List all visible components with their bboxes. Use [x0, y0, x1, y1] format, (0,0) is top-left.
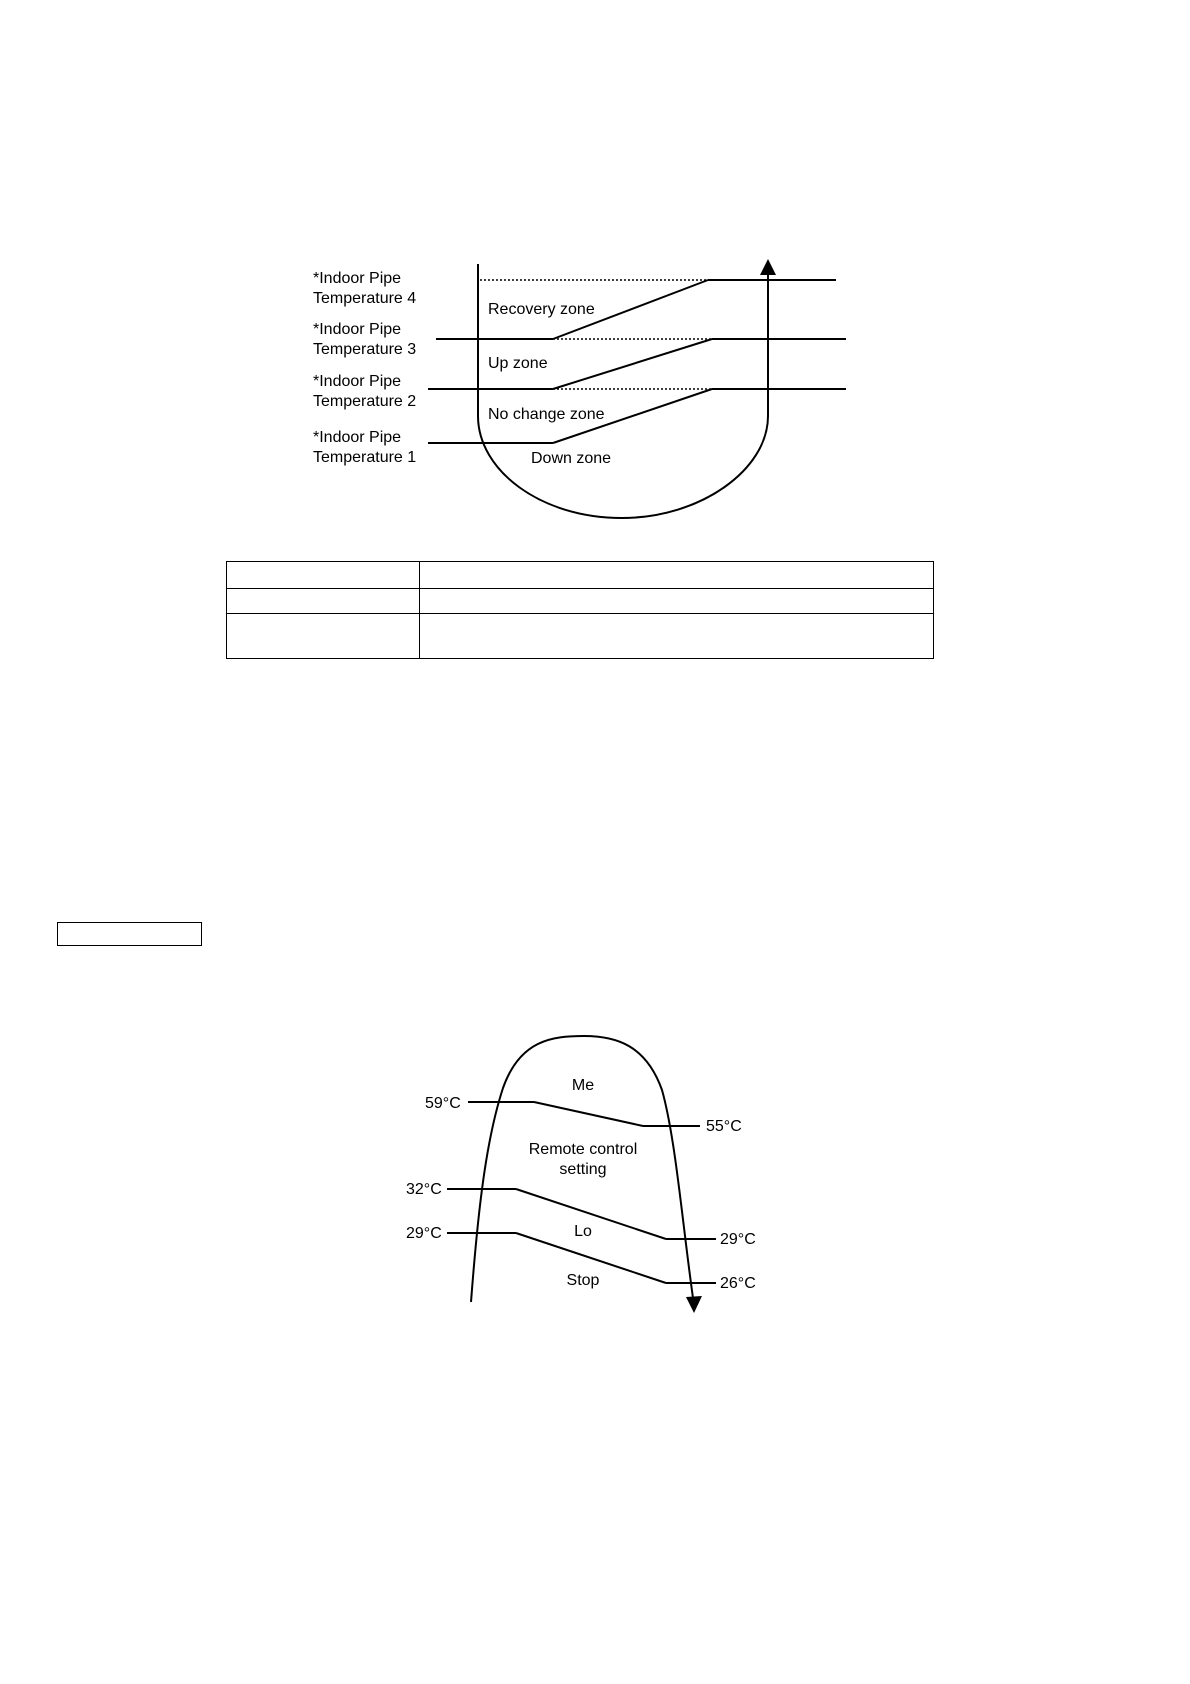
fan-curve: [471, 1036, 694, 1305]
label-temp3-line1: *Indoor Pipe: [313, 321, 402, 338]
section-heading-box: [57, 922, 202, 946]
zone-me-label: Me: [571, 1077, 595, 1094]
zone-lo-label: Lo: [574, 1223, 592, 1240]
table-cell: [227, 614, 420, 659]
label-temp4-line2: Temperature 4: [313, 290, 417, 307]
line-29-slope: [516, 1233, 666, 1283]
up-slope: [553, 339, 712, 389]
label-temp2-line2: Temperature 2: [313, 393, 417, 410]
pipe-temperature-diagram: [0, 0, 1190, 560]
table-row: [227, 562, 934, 589]
label-temp1-line1: *Indoor Pipe: [313, 429, 402, 446]
temp-right-26: 26°C: [720, 1275, 756, 1292]
temp-left-32: 32°C: [406, 1181, 442, 1198]
empty-table: [226, 561, 934, 659]
zone-remote-label-line2: setting: [559, 1161, 607, 1178]
table-cell: [420, 614, 934, 659]
no-change-zone-label: No change zone: [488, 406, 605, 423]
table-cell: [227, 589, 420, 614]
table-row: [227, 589, 934, 614]
table-row: [227, 614, 934, 659]
line-32-slope: [516, 1189, 666, 1239]
down-arrow-head: [686, 1296, 702, 1313]
temp-left-59: 59°C: [425, 1095, 461, 1112]
table-cell: [420, 562, 934, 589]
table-cell: [227, 562, 420, 589]
temp-right-55: 55°C: [706, 1118, 742, 1135]
up-zone-label: Up zone: [488, 355, 548, 372]
up-arrow-head: [760, 259, 776, 275]
recovery-zone-label: Recovery zone: [488, 301, 595, 318]
down-zone-label: Down zone: [531, 450, 612, 467]
temp-left-29: 29°C: [406, 1225, 442, 1242]
label-temp1-line2: Temperature 1: [313, 449, 417, 466]
zone-remote-label-line1: Remote control: [528, 1141, 638, 1158]
label-temp2-line1: *Indoor Pipe: [313, 373, 402, 390]
temp-right-29: 29°C: [720, 1231, 756, 1248]
label-temp4-line1: *Indoor Pipe: [313, 270, 402, 287]
zone-stop-label: Stop: [566, 1272, 600, 1289]
label-temp3-line2: Temperature 3: [313, 341, 417, 358]
table-cell: [420, 589, 934, 614]
line-59-slope: [534, 1102, 643, 1126]
